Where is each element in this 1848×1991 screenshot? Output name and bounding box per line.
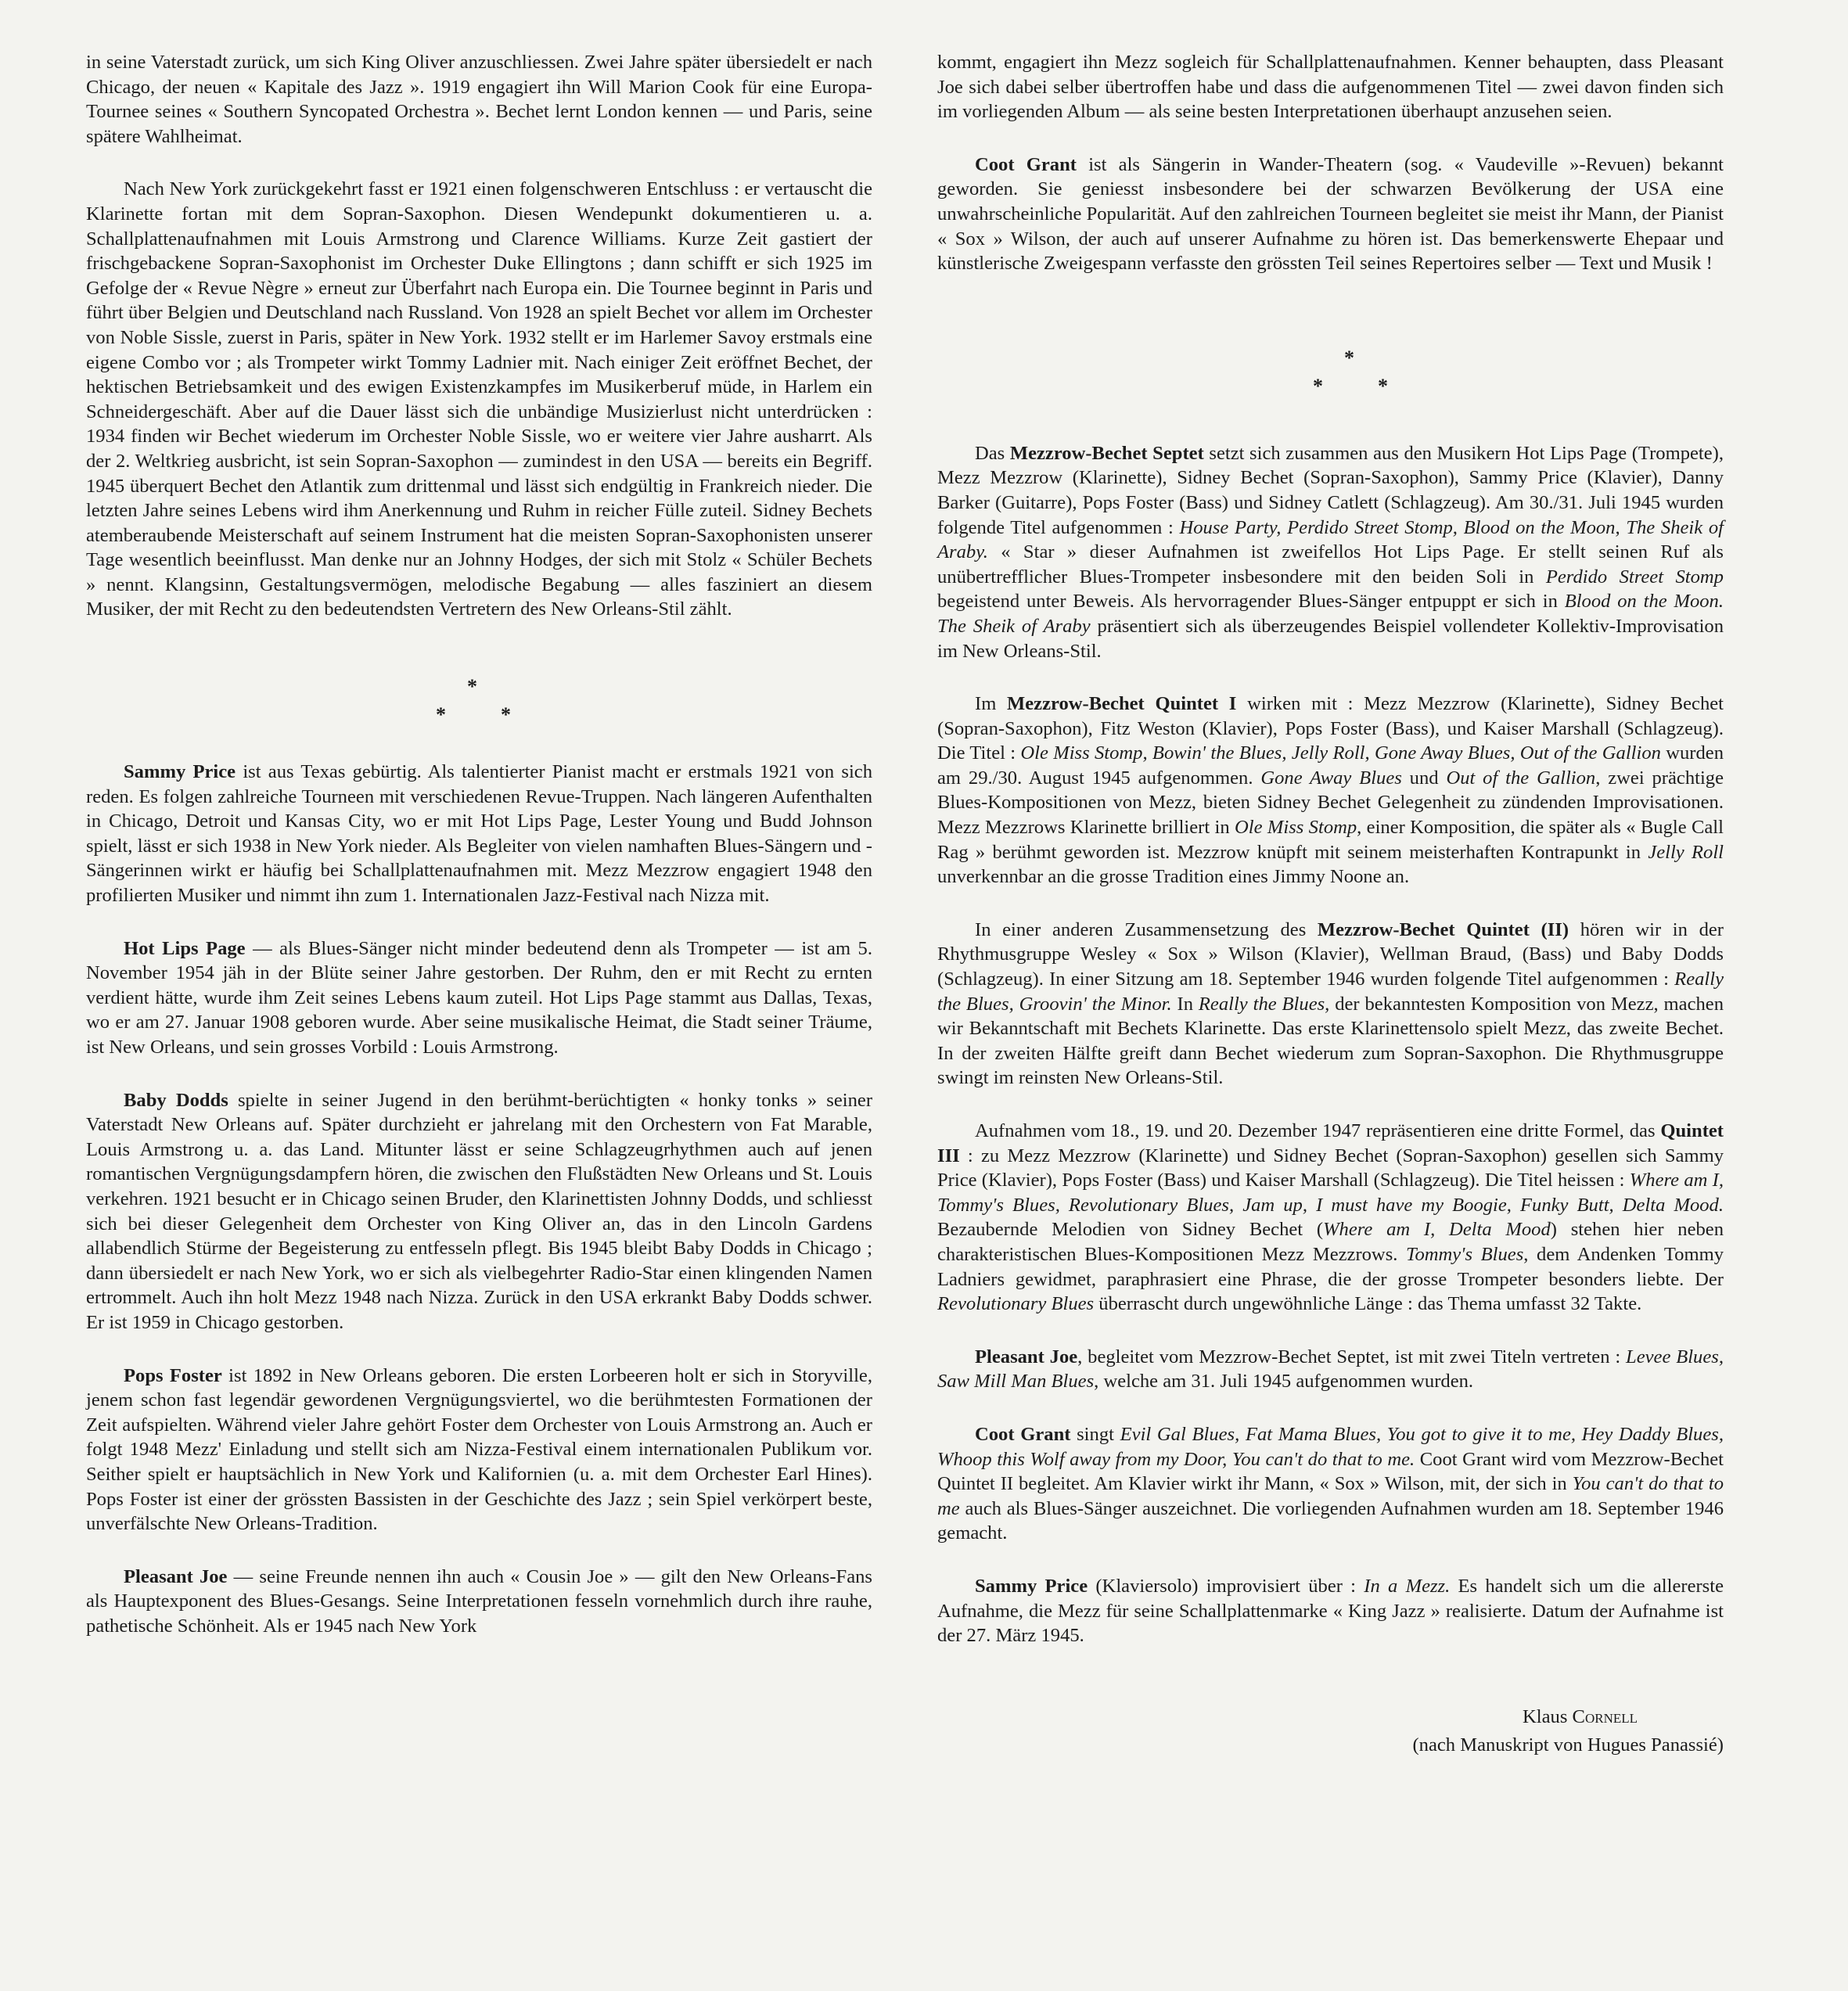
pleasant-joe-tracks bbox=[937, 1345, 1724, 1394]
text: auch als Blues-Sänger auszeichnet. Die vorliegenden Aufnahmen wurden am 18. September 1946 gemacht. bbox=[937, 1497, 1724, 1544]
musician-name: Hot Lips Page bbox=[124, 937, 246, 959]
text: Bezaubernde Melodien von Sidney Bechet ( bbox=[937, 1219, 1324, 1241]
song-titles: Ole Miss Stomp, Bowin' the Blues, Jelly Roll, Gone Away Blues, Out of the Gallion bbox=[1020, 742, 1661, 764]
text: ) stehen hier neben charakteristischen Blues-Kompositionen Mezz Mezzrows. bbox=[937, 1219, 1724, 1265]
bio-text: ist 1892 in New Orleans geboren. Die ersten Lorbeeren holt er sich in Storyville, jenem schon fast legendär gewordenen Vergnügungsviertel, wo die berühmtesten Formationen der Zeit aufspielten. Während vieler Jahre gehört Foster dem Orchester von Louis Armstrong an. Auch er folgt 1948 Mezz' Einladung und stellt sich am Nizza-Festival einem internationalen Publikum vor. Seither spielt er hauptsächlich in New York und Kalifornien (u. a. mit dem Orchester Earl Hines). Pops Foster ist einer der grössten Bassisten in der Geschichte des Jazz ; sein Spiel verkörpert beste, unverfälschte New Orleans-Tradition. bbox=[86, 1364, 872, 1535]
song-titles: Levee Blues, Saw Mill Man Blues bbox=[937, 1346, 1724, 1393]
song-titles: House Party, Perdido Street Stomp, Blood on the Moon, The Sheik of Araby. bbox=[937, 516, 1724, 563]
bio-text: — als Blues-Sänger nicht minder bedeutend denn als Trompeter — ist am 5. November 1954 jäh in der Blüte seiner Jahre gestorben. Der Ruhm, den er mit Recht zu ernten verdient hätte, wurde ihm Zeit seines Lebens kaum zuteil. Hot Lips Page stammt aus Dallas, Texas, wo er am 27. Januar 1908 geboren wurde. Aber seine musikalische Heimat, die Stadt seiner Träume, ist New Orleans, und sein grosses Vorbild : Louis Armstrong. bbox=[86, 937, 872, 1058]
text: hören wir in der Rhythmusgruppe Wesley « Sox » Wilson (Klavier), Wellman Braud, (Bass) und Baby Dodds (Schlagzeug). In einer Sitzung am 18. September 1946 wurden folgende Titel aufgenommen : bbox=[937, 918, 1724, 990]
text: , begleitet vom Mezzrow-Bechet Septet, ist mit zwei Titeln vertreten : bbox=[1077, 1346, 1627, 1367]
song-title: In a Mezz. bbox=[1364, 1575, 1451, 1597]
author-last-name: Cornell bbox=[1572, 1705, 1638, 1727]
divider-star: * bbox=[1313, 374, 1323, 397]
text: , einer Komposition, die später als « Bugle Call Rag » berühmt geworden ist. Mezzrow knüpft mit seinem meisterhaften Kontrapunkt in bbox=[937, 817, 1724, 863]
hot-lips-page-bio bbox=[86, 936, 872, 1060]
signature-block bbox=[937, 1703, 1724, 1759]
section-divider bbox=[937, 304, 1724, 441]
text: singt bbox=[1070, 1423, 1120, 1445]
musician-name: Sammy Price bbox=[975, 1575, 1088, 1597]
divider-star: * bbox=[501, 703, 511, 727]
song-title: You can't do that to me bbox=[937, 1473, 1724, 1519]
text: Coot Grant wird vom Mezzrow-Bechet Quintet II begleitet. Am Klavier wirkt ihr Mann, « Sox » Wilson, mit, der sich in bbox=[937, 1448, 1724, 1495]
right-column bbox=[937, 50, 1724, 1759]
text: wurden am 29./30. August 1945 aufgenommen. bbox=[937, 742, 1724, 789]
text: überrascht durch ungewöhnliche Länge : das Thema umfasst 32 Takte. bbox=[1094, 1293, 1642, 1315]
left-column bbox=[86, 50, 872, 1666]
text: wirken mit : Mezz Mezzrow (Klarinette), Sidney Bechet (Sopran-Saxophon), Fitz Weston (Klavier), Pops Foster (Bass), und Kaiser Marshall (Schlagzeug). Die Titel : bbox=[937, 693, 1724, 764]
bio-text: spielte in seiner Jugend in den berühmt-berüchtigten « honky tonks » seiner Vaterstadt New Orleans auf. Später durchzieht er jahrelang mit den Orchestern von Fat Marable, Louis Armstrong u. a. das Land. Mitunter lässt er seine Schlagzeugrhythmen auch auf jenen romantischen Vergnügungsdampfern hören, die zwischen den Flußstädten New Orleans und St. Louis verkehren. 1921 besucht er in Chicago seinen Bruder, den Klarinettisten Johnny Dodds, und schliesst sich bei dieser Gelegenheit dem Orchester von King Oliver an, das in den Lincoln Gardens allabendlich Stürme der Begeisterung zu entfesseln pflegt. Bis 1945 bleibt Baby Dodds in Chicago ; dann übersiedelt er nach New York, wo er sich als vielbegehrter Radio-Star einen klingenden Namen ertrommelt. Auch ihn holt Mezz 1948 nach Nizza. Zurück in den USA erkrankt Baby Dodds schwer. Er ist 1959 in Chicago gestorben. bbox=[86, 1089, 873, 1333]
text: Es handelt sich um die allererste Aufnahme, die Mezz für seine Schallplattenmarke « King Jazz » realisierte. Datum der Aufnahme ist der 27. März 1945. bbox=[937, 1575, 1724, 1647]
text: (Klaviersolo) improvisiert über : bbox=[1088, 1575, 1364, 1597]
text: der bekanntesten Komposition von Mezz, machen wir Bekanntschaft mit Bechets Klarinette. Das erste Klarinettensolo spielt Mezz, das zweite Bechet. In der zweiten Hälfte greift dann Bechet wiederum zum Sopran-Saxophon. Die Rhythmusgruppe swingt im reinsten New Orleans-Stil. bbox=[937, 993, 1724, 1089]
ensemble-name: Mezzrow-Bechet Quintet I bbox=[1007, 693, 1237, 715]
sammy-price-bio bbox=[86, 760, 872, 908]
musician-name: Sammy Price bbox=[124, 761, 236, 783]
song-title: Revolutionary Blues bbox=[937, 1293, 1095, 1315]
bechet-paragraph-continued: in seine Vaterstadt zurück, um sich King Oliver anzuschliessen. Zwei Jahre später übersiedelt er nach Chicago, der neuen « Kapitale des Jazz ». 1919 engagiert ihn Will Marion Cook für eine Europa-Tournee seines « Southern Syncopated Orchestra ». Bechet lernt London kennen — und Paris, seine spätere Wahlheimat. bbox=[86, 52, 872, 147]
divider-star: * bbox=[436, 703, 446, 727]
text: präsentiert sich als überzeugendes Beispiel vollendeter Kollektiv-Improvisation im New Orleans-Stil. bbox=[937, 615, 1724, 662]
section-divider bbox=[86, 650, 872, 760]
quintet-3-paragraph bbox=[937, 1119, 1724, 1317]
text: unverkennbar an die grosse Tradition eines Jimmy Noone an. bbox=[937, 866, 1410, 888]
coot-grant-bio bbox=[937, 153, 1724, 276]
pleasant-joe-bio-continued: kommt, engagiert ihn Mezz sogleich für Schallplattenaufnahmen. Kenner behaupten, dass Pleasant Joe sich dabei selber übertroffen habe und dass die aufgenommenen Titel — zwei davon finden sich im vorliegenden Album — als seine besten Interpretationen überhaupt anzusehen seien. bbox=[937, 52, 1724, 123]
pops-foster-bio bbox=[86, 1364, 872, 1536]
baby-dodds-bio bbox=[86, 1088, 872, 1335]
text: Aufnahmen vom 18., 19. und 20. Dezember 1947 repräsentieren eine dritte Formel, das bbox=[975, 1120, 1661, 1141]
text: : zu Mezz Mezzrow (Klarinette) und Sidney Bechet (Sopran-Saxophon) gesellen sich Sammy Price (Klavier), Pops Foster (Bass) und Kaiser Marshall (Schlagzeug). Die Titel heissen : bbox=[937, 1145, 1724, 1191]
text: setzt sich zusammen aus den Musikern Hot Lips Page (Trompete), Mezz Mezzrow (Klarinette), Sidney Bechet (Sopran-Saxophon), Sammy Price (Klavier), Danny Barker (Guitarre), Pops Foster (Bass) und Sidney Catlett (Schlagzeug). Am 30./31. Juli 1945 wurden folgende Titel aufgenommen : bbox=[937, 442, 1724, 538]
bio-text: — seine Freunde nennen ihn auch « Cousin Joe » — gilt den New Orleans-Fans als Hauptexponent des Blues-Gesangs. Seine Interpretationen fesseln vornehmlich durch ihre rauhe, pathetische Schönheit. Als er 1945 nach New York bbox=[86, 1565, 872, 1637]
text: begeistend unter Beweis. Als hervorragender Blues-Sänger entpuppt er sich in bbox=[937, 591, 1565, 613]
text: , zwei prächtige Blues-Kompositionen von Mezz, bieten Sidney Bechet Gelegenheit zu zündenden Improvisationen. Mezz Mezzrows Klarinette brilliert in bbox=[937, 767, 1724, 839]
ensemble-name: Quintet III bbox=[937, 1120, 1724, 1166]
bio-text: ist als Sängerin in Wander-Theatern (sog. « Vaudeville »-Revuen) bekannt geworden. Sie geniesst insbesondere bei der schwarzen Bevölkerung der USA eine unwahrscheinliche Popularität. Auf den zahlreichen Tourneen begleitet sie meist ihr Mann, der Pianist « Sox » Wilson, der auch auf unserer Aufnahme zu hören ist. Das bemerkenswerte Ehepaar und künstlerische Zweigespann verfasste den grössten Teil seines Repertoires selber — Text und Musik ! bbox=[937, 153, 1724, 275]
song-title: Where am I, Delta Mood bbox=[1323, 1219, 1551, 1241]
song-title: Jelly Roll bbox=[1648, 841, 1724, 863]
song-titles: Evil Gal Blues, Fat Mama Blues, You got to give it to me, Hey Daddy Blues, Whoop this Wolf away from my Door, You can't do that to me. bbox=[937, 1423, 1724, 1470]
coot-grant-tracks bbox=[937, 1422, 1724, 1546]
ensemble-name: Mezzrow-Bechet Quintet (II) bbox=[1317, 918, 1569, 940]
bio-text: ist aus Texas gebürtig. Als talentierter Pianist macht er erstmals 1921 von sich reden. Es folgen zahlreiche Tourneen mit verschiedenen Revue-Truppen. Nach längeren Aufenthalten in Chicago, Detroit und Kansas City, wo er mit Hot Lips Page, Lester Young und Budd Johnson spielt, lässt er sich 1938 in New York nieder. Als Begleiter von vielen namhaften Blues-Sängern und -Sängerinnen wirkt er häufig bei Schallplattenaufnahmen mit. Mezz Mezzrow engagiert 1948 den profilierten Musiker und nimmt ihn zum 1. Internationalen Jazz-Festival nach Nizza mit. bbox=[86, 761, 872, 907]
divider-star: * bbox=[1378, 374, 1388, 397]
musician-name: Pleasant Joe bbox=[124, 1565, 228, 1587]
song-title: Out of the Gallion bbox=[1446, 767, 1596, 789]
text: In einer anderen Zusammensetzung des bbox=[975, 918, 1318, 940]
ensemble-name: Mezzrow-Bechet Septet bbox=[1009, 442, 1204, 464]
text: Im bbox=[975, 693, 1008, 715]
song-title: Ole Miss Stomp bbox=[1235, 817, 1357, 839]
musician-name: Coot Grant bbox=[975, 1423, 1071, 1445]
bechet-paragraph: Nach New York zurückgekehrt fasst er 1921 einen folgenschweren Entschluss : er vertauscht die Klarinette fortan mit dem Sopran-Saxophon. Diesen Wendepunkt dokumentieren u. a. Schallplattenaufnahmen mit Louis Armstrong und Clarence Williams. Kurze Zeit gastiert der frischgebackene Sopran-Saxophonist im Orchester Duke Ellingtons ; dann schifft er sich 1925 im Gefolge der « Revue Nègre » erneut zur Überfahrt nach Europa ein. Die Tournee beginnt in Paris und führt über Belgien und Deutschland nach Russland. Von 1928 an spielt Bechet vor allem im Orchester von Noble Sissle, zuerst in Paris, später in New York. 1932 stellt er im Harlemer Savoy erstmals eine eigene Combo vor ; als Trompeter wirkt Tommy Ladnier mit. Nach einiger Zeit eröffnet Bechet, der hektischen Betriebsamkeit und des ewigen Existenzkampfes im Musikerberuf müde, in Harlem ein Schneidergeschäft. Aber auf die Dauer lässt sich die unbändige Musizierlust nicht unterdrücken : 1934 finden wir Bechet wiederum im Orchester Noble Sissle, wo er weitere vier Jahre ausharrt. Als der 2. Weltkrieg ausbricht, ist sein Sopran-Saxophon — zumindest in den USA — bereits ein Begriff. 1945 überquert Bechet den Atlantik zum drittenmal und lässt sich endgültig in Frankreich nieder. Die letzten Jahre seines Lebens wird ihm Anerkennung und Ruhm in reicher Fülle zuteil. Sidney Bechets atemberaubende Meisterschaft auf seinem Instrument hat die meisten Sopran-Saxophonisten unserer Tage wesentlich beeinflusst. Man denke nur an Johnny Hodges, der sich mit Stolz « Schüler Bechets » nennt. Klangsinn, Gestaltungsvermögen, melodische Begabung — alles fasziniert an diesem Musiker, der mit Recht zu den bedeutendsten Vertretern des New Orleans-Stil zählt. bbox=[86, 178, 872, 620]
song-title: Perdido Street Stomp bbox=[1545, 566, 1724, 588]
text: In bbox=[1171, 993, 1199, 1015]
pleasant-joe-bio bbox=[86, 1565, 872, 1639]
author-credit: (nach Manuskript von Hugues Panassié) bbox=[1412, 1734, 1724, 1756]
song-title: Really the Blues, bbox=[1198, 993, 1330, 1015]
musician-name: Baby Dodds bbox=[124, 1089, 228, 1111]
text: , dem Andenken Tommy Ladniers gewidmet, paraphrasiert eine Phrase, die der grosse Trompeter besonders liebte. Der bbox=[937, 1243, 1724, 1290]
musician-name: Coot Grant bbox=[975, 153, 1077, 175]
text: , welche am 31. Juli 1945 aufgenommen wurden. bbox=[1094, 1371, 1474, 1393]
song-titles: Really the Blues, Groovin' the Minor. bbox=[937, 969, 1724, 1015]
text: Das bbox=[975, 442, 1010, 464]
song-title: Tommy's Blues bbox=[1406, 1243, 1524, 1265]
text: « Star » dieser Aufnahmen ist zweifellos Hot Lips Page. Er stellt seinen Ruf als unübertrefflicher Blues-Trompeter insbesondere mit den beiden Soli in bbox=[937, 541, 1724, 588]
septet-paragraph bbox=[937, 441, 1724, 663]
song-title: Gone Away Blues bbox=[1260, 767, 1402, 789]
divider-star: * bbox=[467, 675, 477, 699]
author-name bbox=[937, 1703, 1724, 1731]
song-titles: Where am I, Tommy's Blues, Revolutionary Blues, Jam up, I must have my Boogie, Funky Butt, Delta Mood. bbox=[937, 1170, 1724, 1216]
text: und bbox=[1401, 767, 1447, 789]
divider-star: * bbox=[1344, 346, 1354, 369]
author-first-name: Klaus bbox=[1523, 1705, 1573, 1727]
musician-name: Pleasant Joe bbox=[975, 1346, 1078, 1367]
quintet-2-paragraph bbox=[937, 918, 1724, 1091]
musician-name: Pops Foster bbox=[124, 1364, 222, 1386]
sammy-price-tracks bbox=[937, 1574, 1724, 1648]
song-title: Blood on the Moon. The Sheik of Araby bbox=[937, 591, 1724, 637]
quintet-1-paragraph bbox=[937, 692, 1724, 889]
